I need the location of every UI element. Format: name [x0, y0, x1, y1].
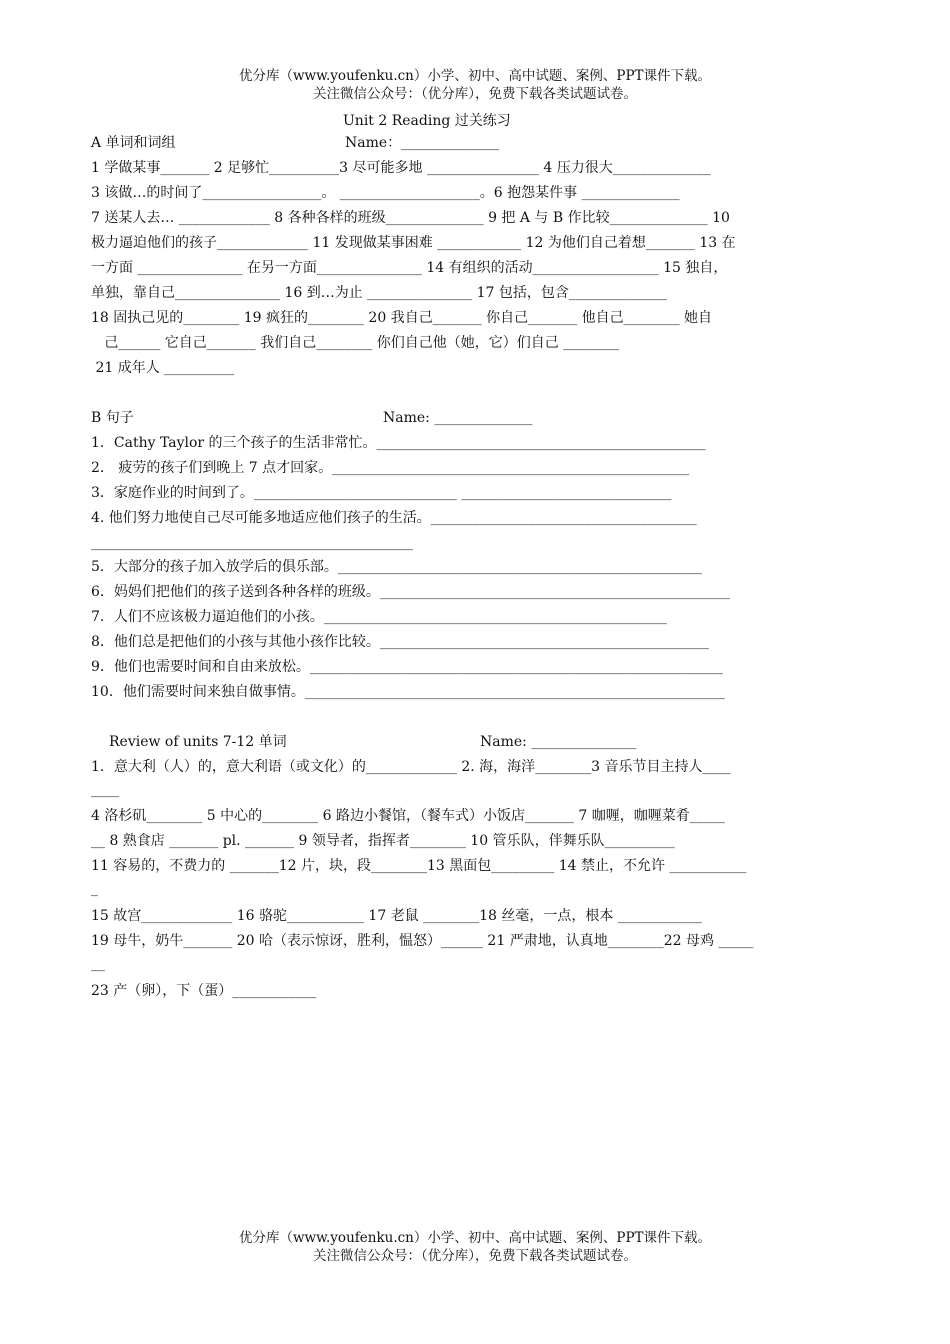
section-a-line: 一方面 _______________ 在另一方面_______________ 14 有组织的活动__________________ 15 独自，	[91, 260, 728, 276]
footer-line-1: 优分库（www.youfenku.cn）小学、初中、高中试题、案例、PPT课件下载。	[238, 1230, 712, 1246]
section-b-sentence: 8．他们总是把他们的小孩与其他小孩作比较。_______________________________________________	[91, 634, 709, 650]
section-b-sentence: 4. 他们努力地使自己尽可能多地适应他们孩子的生活。______________________________________	[91, 510, 697, 526]
section-a-line: 1 学做某事_______ 2 足够忙__________3 尽可能多地 ________________ 4 压力很大______________	[91, 160, 711, 176]
section-a-line: 7 送某人去… _____________ 8 各种各样的班级______________ 9 把 A 与 B 作比较______________ 10	[91, 210, 730, 226]
section-c-line: __	[91, 956, 105, 972]
section-b-sentence: 9．他们也需要时间和自由来放松。___________________________________________________________	[91, 659, 723, 675]
section-b-sentence: 10．他们需要时间来独自做事情。____________________________________________________________	[91, 684, 725, 700]
section-a-line: 21 成年人 __________	[91, 360, 235, 376]
section-a-line: 单独，靠自己_______________ 16 到…为止 _______________ 17 包括，包含______________	[91, 285, 667, 301]
section-b-label: B 句子	[91, 410, 134, 426]
section-b-sentence: 6．妈妈们把他们的孩子送到各种各样的班级。__________________________________________________	[91, 584, 730, 600]
section-c-line: 23 产（卵），下（蛋）____________	[91, 983, 317, 999]
section-a-line: 18 固执己见的________ 19 疯狂的________ 20 我自己_______ 你自己_______ 他自己________ 她自	[91, 310, 713, 326]
section-b-sentence: 3．家庭作业的时间到了。_____________________________ ______________________________	[91, 485, 672, 501]
section-c-label: Review of units 7-12 单词	[109, 734, 287, 750]
section-a-label: A 单词和词组	[91, 135, 176, 151]
section-b-sentence: 2． 疲劳的孩子们到晚上 7 点才回家。___________________________________________________	[91, 460, 690, 476]
section-c-line: 19 母牛，奶牛_______ 20 哈（表示惊讶，胜利，愠怒）______ 21 严肃地，认真地________22 母鸡 _____	[91, 933, 754, 949]
footer-line-2: 关注微信公众号：（优分库），免费下载各类试题试卷。	[313, 1248, 637, 1264]
section-b-sentence: 7．人们不应该极力逼迫他们的小孩。_________________________________________________	[91, 609, 667, 625]
section-c-line: 1．意大利（人）的，意大利语（或文化）的_____________ 2. 海，海洋________3 音乐节目主持人____	[91, 759, 731, 775]
section-a-line: 己______ 它自己_______ 我们自己________ 你们自己他（她，它）们自己 ________	[91, 335, 620, 351]
section-a-name-field: Name：______________	[345, 135, 500, 151]
section-c-name-field: Name: _______________	[480, 734, 637, 750]
section-b-sentence: 1．Cathy Taylor 的三个孩子的生活非常忙。_______________________________________________	[91, 435, 706, 451]
section-c-line: ____	[91, 782, 119, 798]
section-c-line: _	[91, 881, 98, 897]
section-c-line: 15 故宫_____________ 16 骆驼___________ 17 老鼠 ________18 丝毫，一点，根本 ____________	[91, 908, 702, 924]
section-b-sentence: 5．大部分的孩子加入放学后的俱乐部。____________________________________________________	[91, 559, 702, 575]
page-title: Unit 2 Reading 过关练习	[343, 113, 511, 129]
section-b-name-field: Name: ______________	[383, 410, 533, 426]
section-a-line: 极力逼迫他们的孩子_____________ 11 发现做某事困难 ____________ 12 为他们自己着想_______ 13 在	[91, 235, 736, 251]
header-line-2: 关注微信公众号：（优分库），免费下载各类试题试卷。	[313, 86, 637, 102]
section-c-line: 4 洛杉矶________ 5 中心的________ 6 路边小餐馆，（餐车式）小饭店_______ 7 咖喱，咖喱菜肴_____	[91, 808, 725, 824]
section-c-line: __ 8 熟食店 _______ pl. _______ 9 领导者，指挥者________ 10 管乐队，伴舞乐队__________	[91, 833, 675, 849]
header-line-1: 优分库（www.youfenku.cn）小学、初中、高中试题、案例、PPT课件下载。	[238, 68, 712, 84]
section-c-line: 11 容易的，不费力的 _______12 片，块，段________13 黑面包_________ 14 禁止，不允许 ___________	[91, 858, 747, 874]
section-a-line: 3 该做…的时间了_________________。 ____________________。6 抱怨某件事 ______________	[91, 185, 680, 201]
section-b-sentence: ______________________________________________	[91, 535, 413, 551]
